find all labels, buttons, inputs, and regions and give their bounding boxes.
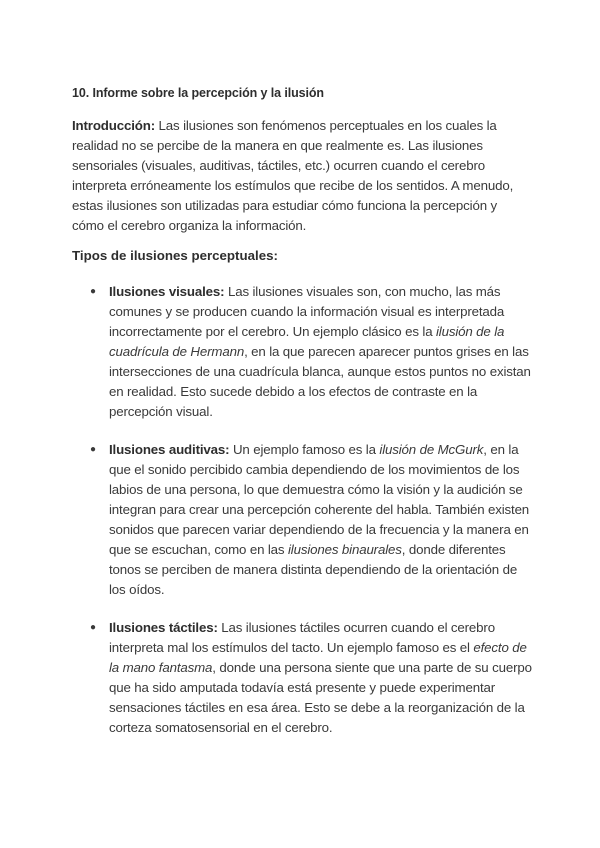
item-text: , donde diferentes tonos se perciben de manera distinta dependiendo de la orientación de los oídos. — [109, 542, 518, 597]
item-emphasis: ilusión de McGurk — [379, 442, 484, 457]
bullet-icon: ● — [90, 286, 96, 297]
list-item-auditory — [72, 440, 532, 600]
intro-text: Las ilusiones son fenómenos perceptuales en los cuales la realidad no se percibe de la manera en que realmente es. Las ilusiones sensoriales (visuales, auditivas, táctiles, etc.) ocurren cuando el cerebro interpreta erróneamente los estímulos que recibe de los sentidos. A menudo, estas ilusiones son utilizadas para estudiar cómo funciona la percepción y cómo el cerebro organiza la información. — [72, 118, 514, 233]
bullet-icon: ● — [90, 444, 96, 455]
item-text: Un ejemplo famoso es la — [229, 442, 380, 457]
item-text: , en la que parecen aparecer puntos grises en las intersecciones de una cuadrícula blanca, aunque estos puntos no existan en realidad. Esto sucede debido a los efectos de contraste en la percepción visual. — [109, 344, 531, 419]
illusion-types-list — [72, 282, 532, 738]
item-label: Ilusiones táctiles: — [109, 620, 218, 635]
item-emphasis: efecto de la mano fantasma — [109, 640, 527, 675]
document-title: 10. Informe sobre la percepción y la ilusión — [72, 86, 324, 100]
item-text: Las ilusiones visuales son, con mucho, las más comunes y se producen cuando la información visual es interpretada incorrectamente por el cerebro. Un ejemplo clásico es la — [109, 284, 505, 339]
item-emphasis: ilusiones binaurales — [287, 542, 402, 557]
intro-paragraph — [72, 116, 532, 236]
document-page — [72, 84, 532, 756]
item-text: , en la que el sonido percibido cambia dependiendo de los movimientos de los labios de una persona, lo que demuestra cómo la visión y la audición se integran para crear una percepción coherente del habla. También existen sonidos que parecen variar dependiendo de la frecuencia y la manera en que se escuchan, como en las — [109, 442, 530, 557]
item-emphasis: ilusión de la cuadrícula de Hermann — [109, 324, 505, 359]
section-heading: Tipos de ilusiones perceptuales: — [72, 248, 278, 263]
intro-label: Introducción: — [72, 118, 155, 133]
list-item-tactile — [72, 618, 532, 738]
item-text: , donde una persona siente que una parte de su cuerpo que ha sido amputada todavía está presente y puede experimentar sensaciones táctiles en esa área. Esto se debe a la reorganización de la corteza somatosensorial en el cerebro. — [109, 660, 532, 735]
item-label: Ilusiones visuales: — [109, 284, 225, 299]
item-label: Ilusiones auditivas: — [109, 442, 230, 457]
item-text: Las ilusiones táctiles ocurren cuando el cerebro interpreta mal los estímulos del tacto. Un ejemplo famoso es el — [109, 620, 495, 655]
bullet-icon: ● — [90, 622, 96, 633]
list-item-visual — [72, 282, 532, 422]
